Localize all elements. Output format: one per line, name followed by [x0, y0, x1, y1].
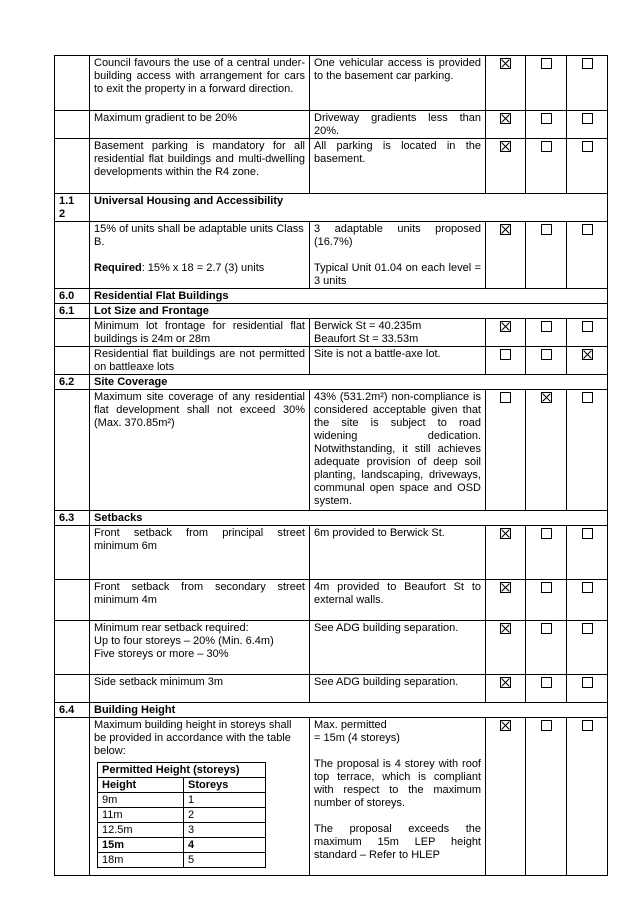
requirement-cell: Side setback minimum 3m — [90, 675, 310, 703]
height-value: 18m — [98, 853, 184, 868]
height-value: 9m — [98, 793, 184, 808]
no-cell — [526, 526, 567, 580]
no-cell — [526, 139, 567, 194]
proposal-cell: Site is not a battle-axe lot. — [310, 347, 486, 375]
unchecked-checkbox — [500, 349, 511, 360]
requirement-cell — [90, 222, 310, 289]
checked-checkbox — [500, 528, 511, 539]
na-cell — [567, 390, 608, 511]
proposal-cell — [310, 222, 486, 289]
na-cell — [567, 111, 608, 139]
section-title: Lot Size and Frontage — [90, 304, 608, 319]
section-number-cell — [55, 526, 90, 580]
unchecked-checkbox — [541, 58, 552, 69]
section-header-row — [55, 703, 608, 718]
unchecked-checkbox — [582, 321, 593, 332]
proposal-text-3: The proposal is 4 storey with roof top terrace, which is compliant with respect to the maximum number of storeys. — [314, 758, 481, 809]
checked-checkbox — [500, 720, 511, 731]
unchecked-checkbox — [582, 113, 593, 124]
table-row — [55, 222, 608, 289]
unchecked-checkbox — [582, 58, 593, 69]
proposal-cell: One vehicular access is provided to the basement car parking. — [310, 56, 486, 111]
table-row — [55, 580, 608, 621]
checked-checkbox — [582, 349, 593, 360]
proposal-text-2: Typical Unit 01.04 on each level = 3 units — [314, 262, 481, 287]
no-cell — [526, 621, 567, 675]
yes-cell — [486, 139, 526, 194]
section-title: Universal Housing and Accessibility — [90, 194, 608, 222]
yes-cell — [486, 718, 526, 876]
section-header-row — [55, 304, 608, 319]
section-number: 6.4 — [55, 703, 90, 718]
checked-checkbox — [500, 141, 511, 152]
checked-checkbox — [500, 677, 511, 688]
yes-cell — [486, 621, 526, 675]
requirement-cell: Front setback from principal street minimum 6m — [90, 526, 310, 580]
checked-checkbox — [500, 224, 511, 235]
yes-cell — [486, 319, 526, 347]
storeys-value: 1 — [184, 793, 266, 808]
section-number: 1.1 2 — [55, 194, 90, 222]
proposal-text-2: = 15m (4 storeys) — [314, 732, 400, 744]
proposal-cell: 43% (531.2m²) non-compliance is considered acceptable given that the site is subject to road widening dedication. Notwithstanding, it still achieves adequate provision of deep soil planting, landscaping, driveways, communal open space and OSD system. — [310, 390, 486, 511]
permitted-height-title: Permitted Height (storeys) — [98, 763, 266, 778]
no-cell — [526, 111, 567, 139]
section-number-cell — [55, 718, 90, 876]
unchecked-checkbox — [582, 141, 593, 152]
section-number: 6.0 — [55, 289, 90, 304]
proposal-cell: See ADG building separation. — [310, 675, 486, 703]
yes-cell — [486, 580, 526, 621]
no-cell — [526, 675, 567, 703]
requirement-cell: Maximum site coverage of any residential flat development shall not exceed 30% (Max. 370.85m²) — [90, 390, 310, 511]
na-cell — [567, 139, 608, 194]
table-row — [55, 56, 608, 111]
storeys-value: 3 — [184, 823, 266, 838]
checked-checkbox — [500, 321, 511, 332]
storeys-value: 4 — [184, 838, 266, 853]
compliance-table — [54, 55, 608, 876]
height-value: 15m — [98, 838, 184, 853]
unchecked-checkbox — [541, 113, 552, 124]
unchecked-checkbox — [582, 623, 593, 634]
section-header-row — [55, 289, 608, 304]
proposal-cell: Driveway gradients less than 20%. — [310, 111, 486, 139]
table-row — [55, 718, 608, 876]
proposal-cell: 6m provided to Berwick St. — [310, 526, 486, 580]
requirement-cell — [90, 718, 310, 876]
proposal-text: Berwick St = 40.235m — [314, 320, 422, 332]
table-row — [55, 675, 608, 703]
unchecked-checkbox — [582, 677, 593, 688]
unchecked-checkbox — [582, 582, 593, 593]
proposal-cell: 4m provided to Beaufort St to external walls. — [310, 580, 486, 621]
section-number-cell — [55, 319, 90, 347]
required-value: : 15% x 18 = 2.7 (3) units — [141, 262, 265, 274]
requirement-calc — [94, 262, 305, 275]
na-cell — [567, 347, 608, 375]
na-cell — [567, 222, 608, 289]
proposal-cell: See ADG building separation. — [310, 621, 486, 675]
section-title: Setbacks — [90, 511, 608, 526]
requirement-text: 15% of units shall be adaptable units Class B. — [94, 223, 304, 248]
requirement-cell — [90, 621, 310, 675]
proposal-cell: All parking is located in the basement. — [310, 139, 486, 194]
table-row — [55, 347, 608, 375]
no-cell — [526, 580, 567, 621]
section-title: Site Coverage — [90, 375, 608, 390]
proposal-text-4: The proposal exceeds the maximum 15m LEP height standard – Refer to HLEP — [314, 823, 481, 861]
checked-checkbox — [500, 623, 511, 634]
height-value: 12.5m — [98, 823, 184, 838]
section-number-cell — [55, 621, 90, 675]
proposal-text: Max. permitted — [314, 719, 387, 731]
proposal-text-2: Beaufort St = 33.53m — [314, 333, 419, 345]
height-column-header: Height — [98, 778, 184, 793]
section-number-cell — [55, 580, 90, 621]
unchecked-checkbox — [541, 582, 552, 593]
yes-cell — [486, 347, 526, 375]
unchecked-checkbox — [541, 349, 552, 360]
unchecked-checkbox — [541, 623, 552, 634]
storeys-value: 5 — [184, 853, 266, 868]
unchecked-checkbox — [582, 720, 593, 731]
requirement-text: Maximum building height in storeys shall be provided in accordance with the table below: — [94, 719, 292, 757]
yes-cell — [486, 56, 526, 111]
unchecked-checkbox — [582, 392, 593, 403]
section-header-row — [55, 194, 608, 222]
requirement-cell: Maximum gradient to be 20% — [90, 111, 310, 139]
section-number: 6.2 — [55, 375, 90, 390]
section-number: 6.1 — [55, 304, 90, 319]
yes-cell — [486, 526, 526, 580]
na-cell — [567, 319, 608, 347]
unchecked-checkbox — [500, 392, 511, 403]
unchecked-checkbox — [541, 720, 552, 731]
proposal-text: 3 adaptable units proposed (16.7%) — [314, 223, 481, 248]
na-cell — [567, 675, 608, 703]
table-row — [55, 319, 608, 347]
table-row — [55, 139, 608, 194]
section-number-cell — [55, 390, 90, 511]
section-number-cell — [55, 222, 90, 289]
section-header-row — [55, 511, 608, 526]
unchecked-checkbox — [541, 677, 552, 688]
permitted-height-table — [97, 762, 266, 868]
na-cell — [567, 580, 608, 621]
section-title: Residential Flat Buildings — [90, 289, 608, 304]
section-number-cell — [55, 675, 90, 703]
storeys-column-header: Storeys — [184, 778, 266, 793]
no-cell — [526, 56, 567, 111]
requirement-cell: Residential flat buildings are not permitted on battleaxe lots — [90, 347, 310, 375]
unchecked-checkbox — [541, 224, 552, 235]
na-cell — [567, 526, 608, 580]
section-number-cell — [55, 111, 90, 139]
requirement-cell: Basement parking is mandatory for all residential flat buildings and multi-dwelling developments within the R4 zone. — [90, 139, 310, 194]
requirement-text-3: Five storeys or more – 30% — [94, 648, 229, 660]
no-cell — [526, 390, 567, 511]
unchecked-checkbox — [541, 141, 552, 152]
unchecked-checkbox — [541, 528, 552, 539]
no-cell — [526, 718, 567, 876]
requirement-cell: Minimum lot frontage for residential flat buildings is 24m or 28m — [90, 319, 310, 347]
proposal-cell — [310, 718, 486, 876]
section-title: Building Height — [90, 703, 608, 718]
height-value: 11m — [98, 808, 184, 823]
section-number-cell — [55, 56, 90, 111]
yes-cell — [486, 222, 526, 289]
yes-cell — [486, 111, 526, 139]
no-cell — [526, 222, 567, 289]
table-row — [55, 390, 608, 511]
proposal-cell — [310, 319, 486, 347]
requirement-text-2: Up to four storeys – 20% (Min. 6.4m) — [94, 635, 274, 647]
no-cell — [526, 319, 567, 347]
requirement-cell: Council favours the use of a central under-building access with arrangement for cars to exit the property in a forward direction. — [90, 56, 310, 111]
table-row — [55, 621, 608, 675]
no-cell — [526, 347, 567, 375]
table-row — [55, 111, 608, 139]
table-row — [55, 526, 608, 580]
unchecked-checkbox — [582, 528, 593, 539]
requirement-cell: Front setback from secondary street minimum 4m — [90, 580, 310, 621]
yes-cell — [486, 390, 526, 511]
na-cell — [567, 621, 608, 675]
yes-cell — [486, 675, 526, 703]
storeys-value: 2 — [184, 808, 266, 823]
checked-checkbox — [500, 582, 511, 593]
section-number-cell — [55, 139, 90, 194]
checked-checkbox — [541, 392, 552, 403]
na-cell — [567, 56, 608, 111]
checked-checkbox — [500, 58, 511, 69]
checked-checkbox — [500, 113, 511, 124]
na-cell — [567, 718, 608, 876]
section-number: 6.3 — [55, 511, 90, 526]
requirement-text: Minimum rear setback required: — [94, 622, 249, 634]
unchecked-checkbox — [582, 224, 593, 235]
section-number-cell — [55, 347, 90, 375]
required-label: Required — [94, 262, 142, 274]
unchecked-checkbox — [541, 321, 552, 332]
section-header-row — [55, 375, 608, 390]
